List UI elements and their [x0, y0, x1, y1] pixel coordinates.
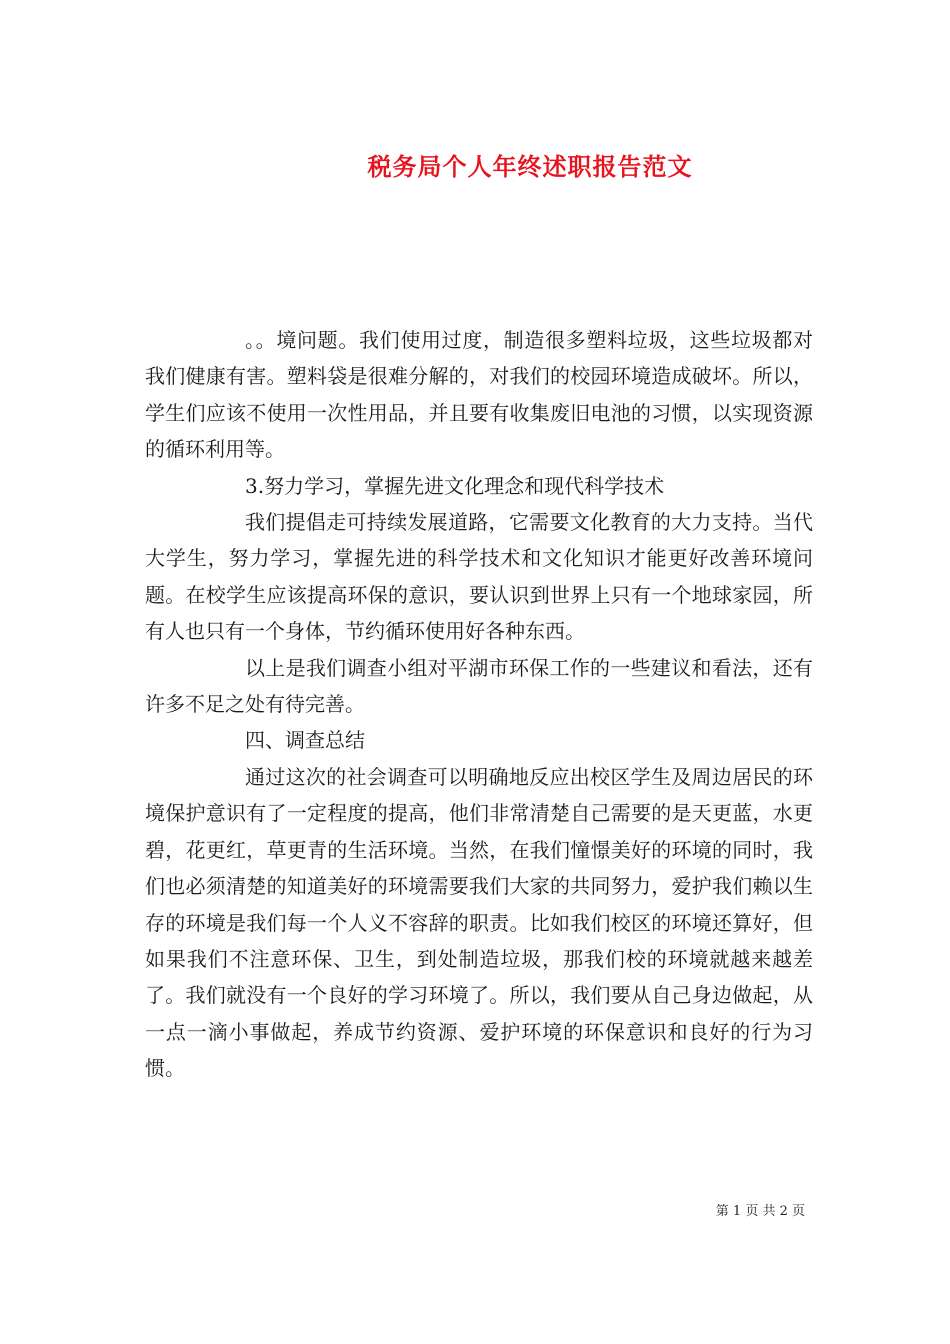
paragraph-heading-study: 3.努力学习，掌握先进文化理念和现代科学技术 [245, 473, 665, 498]
document-body [145, 322, 813, 1087]
page-footer: 第 1 页 共 2 页 [715, 1204, 805, 1219]
paragraph-environment-problem: 。。境问题。我们使用过度，制造很多塑料垃圾，这些垃圾都对我们健康有害。塑料袋是很难分解的，对我们的校园环境造成破坏。所以，学生们应该不使用一次性用品，并且要有收集废旧电池的习惯，以实现资源的循环利用等。 [145, 328, 813, 462]
paragraph-sustainable-development: 我们提倡走可持续发展道路，它需要文化教育的大力支持。当代大学生，努力学习，掌握先进的科学技术和文化知识才能更好改善环境问题。在校学生应该提高环保的意识，要认识到世界上只有一个地球家园，所有人也只有一个身体，节约循环使用好各种东西。 [145, 510, 813, 644]
paragraph-suggestions: 以上是我们调查小组对平湖市环保工作的一些建议和看法，还有许多不足之处有待完善。 [145, 655, 813, 717]
paragraph-heading-summary: 四、调查总结 [245, 728, 365, 753]
paragraph-survey-summary: 通过这次的社会调查可以明确地反应出校区学生及周边居民的环境保护意识有了一定程度的提高，他们非常清楚自己需要的是天更蓝，水更碧，花更红，草更青的生活环境。当然，在我们憧憬美好的环境的同时，我们也必须清楚的知道美好的环境需要我们大家的共同努力，爱护我们赖以生存的环境是我们每一个人义不容辞的职责。比如我们校区的环境还算好，但如果我们不注意环保、卫生，到处制造垃圾，那我们校的环境就越来越差了。我们就没有一个良好的学习环境了。所以，我们要从自己身边做起，从一点一滴小事做起，养成节约资源、爱护环境的环保意识和良好的行为习惯。 [145, 764, 813, 1081]
document-title: 税务局个人年终述职报告范文 [367, 152, 693, 182]
